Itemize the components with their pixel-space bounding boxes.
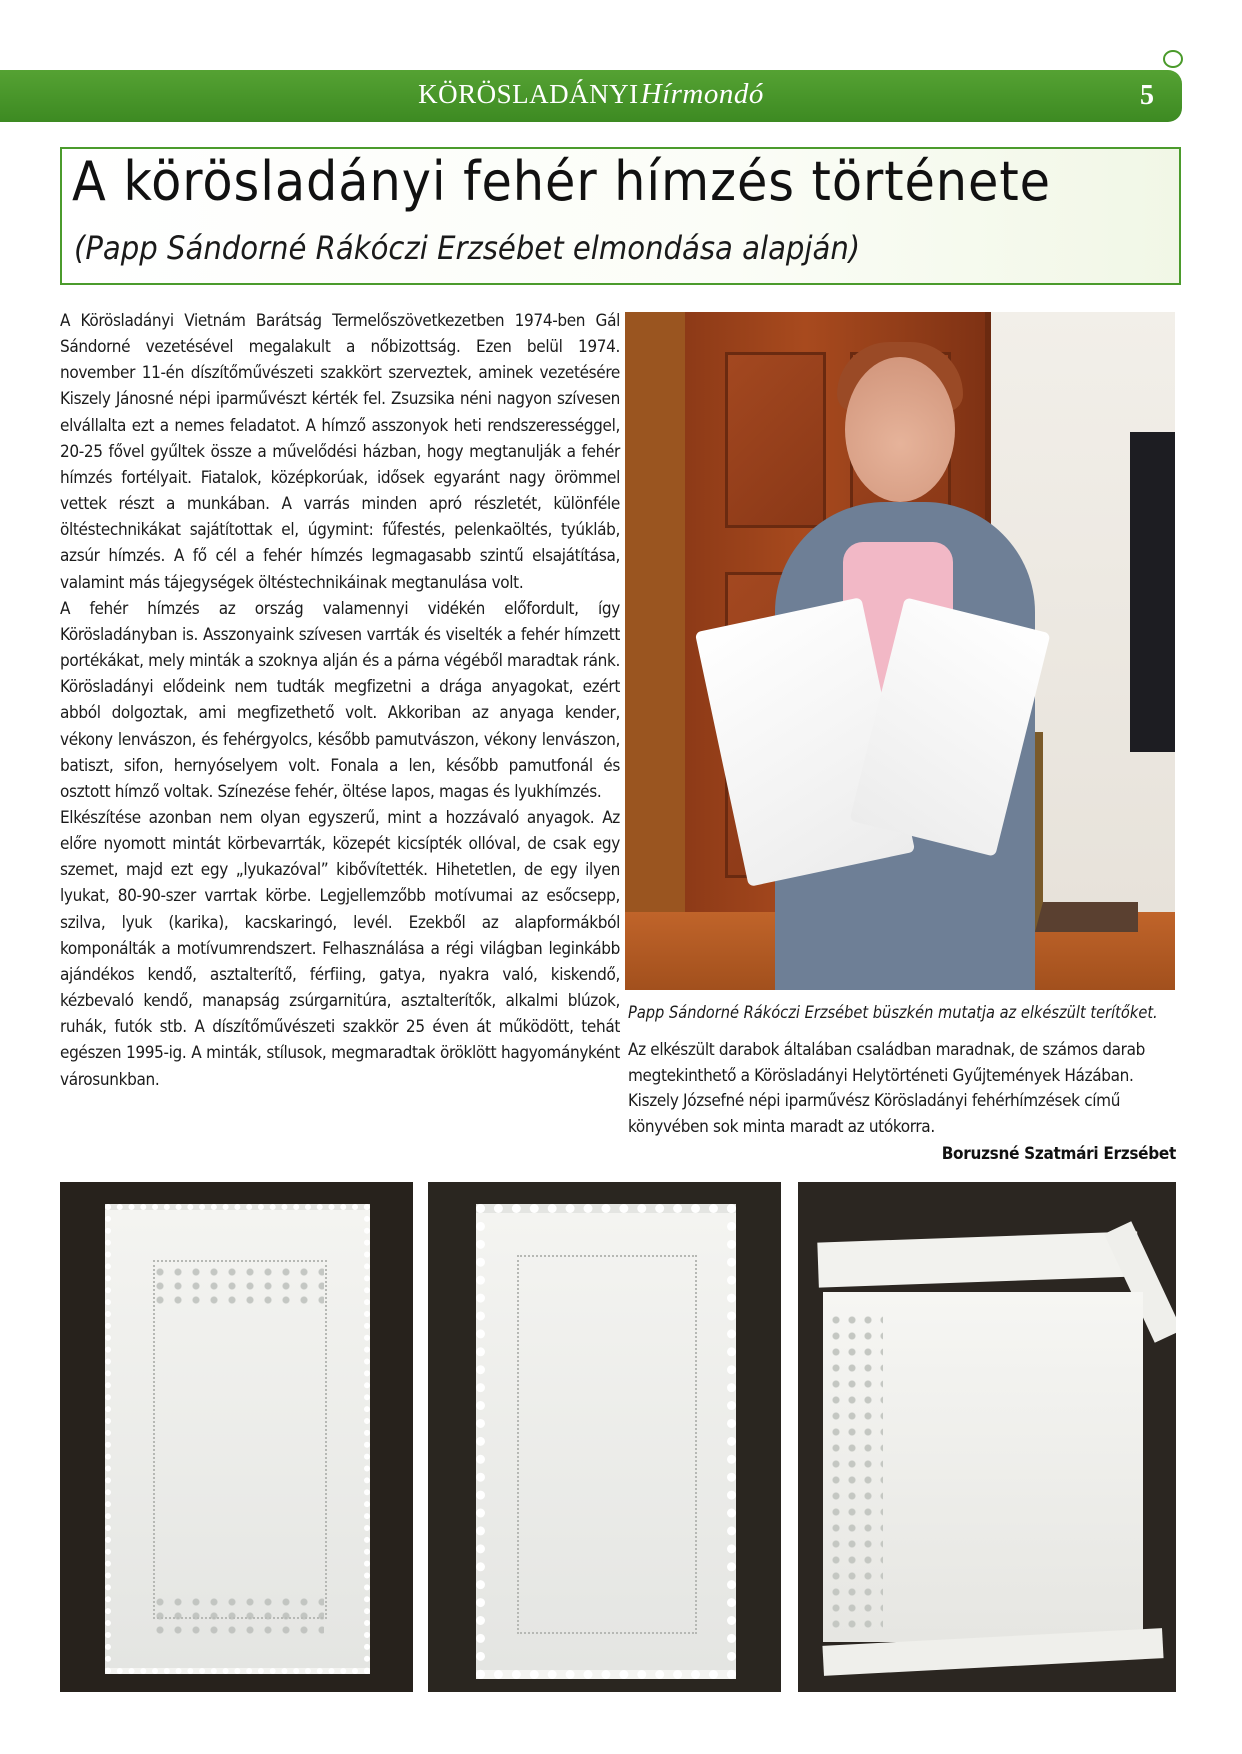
photo-cabinet <box>1130 432 1175 752</box>
masthead-name: KÖRÖSLADÁNYI <box>418 79 639 109</box>
article-body <box>60 308 620 1093</box>
eyelet-band <box>151 1595 324 1637</box>
body-paragraph: Elkészítése azonban nem olyan egyszerű, mint a hozzávaló anyagok. Az előre nyomott mintát körbevarrták, közepét kicsípték ollóval, de csak egy szemet, majd ezt egy „lyukazóval” kibővítették. Hihetetlen, de egy ilyen lyukat, 80-90-szer varrtak körbe. Legjellemzőbb motívumai az esőcsepp, szilva, lyuk (karika), kacskaringó, levél. Ezekből az alapformákból komponálták a motívumrendszert. Felhasználása a régi világban leginkább ajándékos kendő, asztalterítő, férfiing, gatya, nyakra való, kiskendő, kézbevaló kendő, manapság zsúrgarnitúra, asztalterítők, alkalmi blúzok, ruhák, futók stb. A díszítőművészeti szakkör 25 éven át működött, tehát egészen 1995-ig. A minták, stílusok, megmaradtak öröklött hagyományként városunkban. <box>60 807 620 1090</box>
masthead-name-script: Hírmondó <box>640 78 764 110</box>
tablecloth <box>105 1204 370 1674</box>
masthead-swirl-icon <box>1163 50 1183 68</box>
tablecloth-photo-2 <box>428 1182 781 1692</box>
tablecloth-photo-1 <box>60 1182 413 1692</box>
masthead-title <box>0 78 1182 111</box>
article-author: Boruzsné Szatmári Erzsébet <box>941 1144 1176 1164</box>
page-number: 5 <box>1140 80 1154 111</box>
closing-paragraph: Az elkészült darabok általában családban maradnak, de számos darab megtekinthető a Körösladányi Helytörténeti Gyűjtemények Házában. Kiszely Józsefné népi iparművész Körösladányi fehérhímzések című könyvében sok minta maradt az utókorra. <box>628 1040 1145 1137</box>
photo-chair <box>1035 732 1138 932</box>
body-paragraph: A fehér hímzés az ország valamennyi vidékén előfordult, így Körösladányban is. Asszonyaink szívesen varrták és viselték a fehér hímzett portékákat, mely minták a szoknya alján és a párna végéből maradtak ránk. Körösladányi elődeink nem tudták megfizetni a drága anyagokat, ezért abból dolgoztak, ami megfizethető volt. Akkoriban az anyaga kender, vékony lenvászon, és fehérgyolcs, később pamutvászon, vékony lenvászon, batiszt, sifon, hernyóselyem volt. Fonala a len, később pamutfonál és osztott hímző voltak. Színezése fehér, öltése lapos, magas és lyukhímzés. <box>60 598 620 802</box>
door-panel <box>725 352 826 528</box>
main-photo <box>625 312 1175 990</box>
apron-embroidery <box>828 1312 883 1632</box>
inner-frame <box>517 1255 697 1634</box>
inner-frame <box>153 1260 327 1619</box>
photo-caption: Papp Sándorné Rákóczi Erzsébet büszkén mutatja az elkészült terítőket. <box>628 1003 1158 1023</box>
tablecloth <box>476 1204 736 1679</box>
photo-face <box>845 357 955 502</box>
article-title: A körösladányi fehér hímzés története <box>72 150 1051 213</box>
apron-photo <box>798 1182 1176 1692</box>
apron-waistband <box>817 1231 1138 1287</box>
article-subtitle: (Papp Sándorné Rákóczi Erzsébet elmondása alapján) <box>74 229 861 267</box>
closing-text <box>628 1038 1176 1140</box>
body-paragraph: A Körösladányi Vietnám Barátság Termelőszövetkezetben 1974-ben Gál Sándorné vezetésével megalakult a nőbizottság. Ezen belül 1974. november 11-én díszítőművészeti szakkört szerveztek, aminek vezetésére Kiszely Jánosné népi iparművészt kérték fel. Zsuzsika néni nagyon szívesen elvállalta ezt a nemes feladatot. A hímző asszonyok heti rendszerességgel, 20-25 fővel gyűltek össze a művelődési házban, hogy megtanulják a fehér hímzés fortélyait. Fiatalok, középkorúak, idősek egyaránt nagy örömmel vettek részt a munkában. A varrás minden apró részletét, különféle öltéstechnikákat sajátítottak el, úgymint: fűfestés, pelenkaöltés, tyúkláb, azsúr hímzés. A fő cél a fehér hímzés legmagasabb szintű elsajátítása, valamint más tájegységek öltéstechnikáinak megtanulása volt. <box>60 311 620 593</box>
